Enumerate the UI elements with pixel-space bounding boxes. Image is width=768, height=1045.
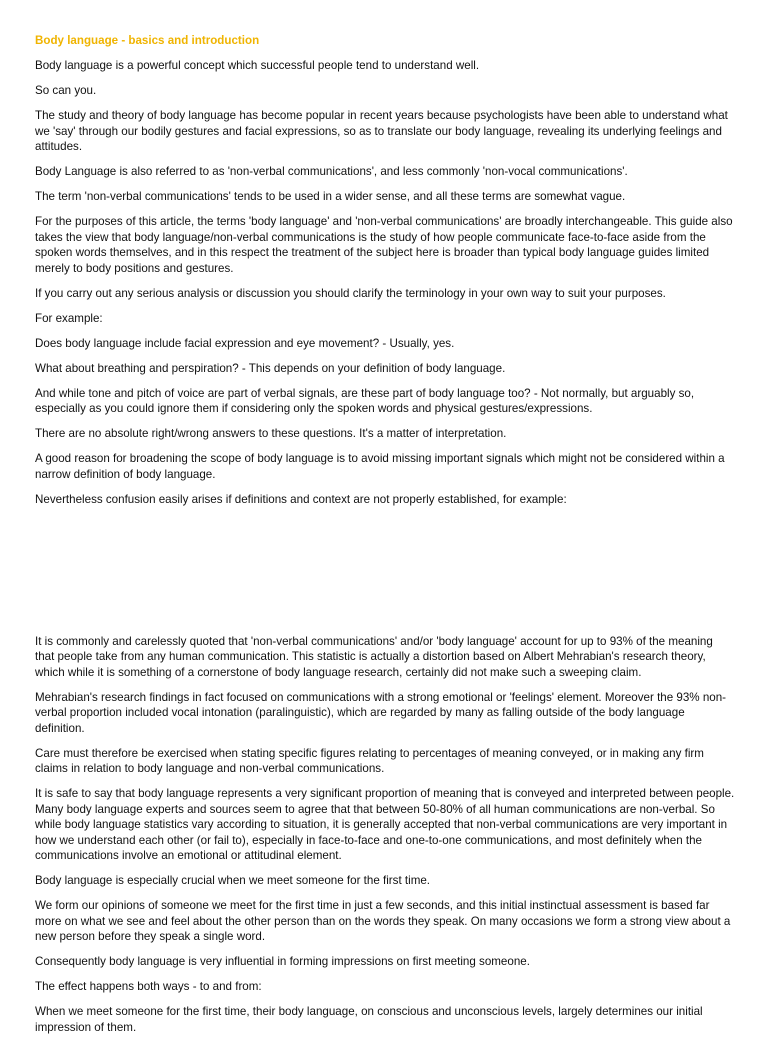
paragraph: For the purposes of this article, the terms 'body language' and 'non-verbal communications' are broadly interchangeable. This guide also takes the view that body language/non-verbal communications is the study of how people communicate face-to-face aside from the spoken words themselves, and in this respect the treatment of the subject here is broader than typical body language guides limited merely to body positions and gestures. <box>35 215 733 275</box>
paragraph: Care must therefore be exercised when stating specific figures relating to percentages of meaning conveyed, or in making any firm claims in relation to body language and non-verbal communications. <box>35 746 704 775</box>
paragraph: Does body language include facial expression and eye movement? - Usually, yes. <box>35 336 455 350</box>
paragraph: For example: <box>35 311 103 325</box>
paragraph: The term 'non-verbal communications' tends to be used in a wider sense, and all these terms are somewhat vague. <box>35 190 626 203</box>
paragraph: Body language is a powerful concept which successful people tend to understand well. <box>35 59 480 72</box>
paragraph: When we meet someone for the first time, their body language, on conscious and unconscious levels, largely determines our initial impression of them. <box>35 1005 703 1034</box>
paragraph: It is commonly and carelessly quoted that 'non-verbal communications' and/or 'body language' account for up to 93% of the meaning that people take from any human communication. This statistic is actually a distortion based on Albert Mehrabian's research theory, which while it is something of a cornerstone of body language research, certainly did not make such a sweeping claim. <box>35 634 713 679</box>
paragraph: Body language is especially crucial when we meet someone for the first time. <box>35 874 431 887</box>
blank-space <box>35 517 735 634</box>
paragraph: Nevertheless confusion easily arises if definitions and context are not properly established, for example: <box>35 492 567 506</box>
document-title: Body language - basics and introduction <box>35 34 260 47</box>
paragraph: What about breathing and perspiration? - This depends on your definition of body language. <box>35 361 506 375</box>
paragraph: Mehrabian's research findings in fact focused on communications with a strong emotional or 'feelings' element. Moreover the 93% non-verbal proportion included vocal intonation (paralinguistic), which are regarded by many as falling outside of the body language definition. <box>35 690 727 735</box>
paragraph: And while tone and pitch of voice are part of verbal signals, are these part of body language too? - Not normally, but arguably so, especially as you could ignore them if considering only the spoken words and physical gestures/expressions. <box>35 386 695 415</box>
paragraph: Body Language is also referred to as 'non-verbal communications', and less commonly 'non-vocal communications'. <box>35 165 628 178</box>
paragraph: We form our opinions of someone we meet for the first time in just a few seconds, and this initial instinctual assessment is based far more on what we see and feel about the other person than on the words they speak. On many occasions we form a strong view about a new person before they speak a single word. <box>35 899 731 943</box>
paragraph: Consequently body language is very influential in forming impressions on first meeting someone. <box>35 955 530 968</box>
paragraph: It is safe to say that body language represents a very significant proportion of meaning that is conveyed and interpreted between people. Many body language experts and sources seem to agree that that between 50-80% of all human communications are non-verbal. So while body language statistics vary according to situation, it is generally accepted that non-verbal communications are very important in how we understand each other (or fail to), especially in face-to-face and one-to-one communications, and most definitely when the communications involve an emotional or attitudinal element. <box>35 787 735 862</box>
paragraph: So can you. <box>35 84 97 97</box>
document-body <box>35 33 735 1045</box>
paragraph: If you carry out any serious analysis or discussion you should clarify the terminology in your own way to suit your purposes. <box>35 286 666 300</box>
paragraph: The study and theory of body language has become popular in recent years because psychologists have been able to understand what we 'say' through our bodily gestures and facial expressions, so as to translate our body language, revealing its underlying feelings and attitudes. <box>35 109 728 153</box>
paragraph: The effect happens both ways - to and from: <box>35 980 262 993</box>
paragraph: A good reason for broadening the scope of body language is to avoid missing important signals which might not be considered within a narrow definition of body language. <box>35 452 725 481</box>
paragraph: There are no absolute right/wrong answers to these questions. It's a matter of interpretation. <box>35 427 507 440</box>
